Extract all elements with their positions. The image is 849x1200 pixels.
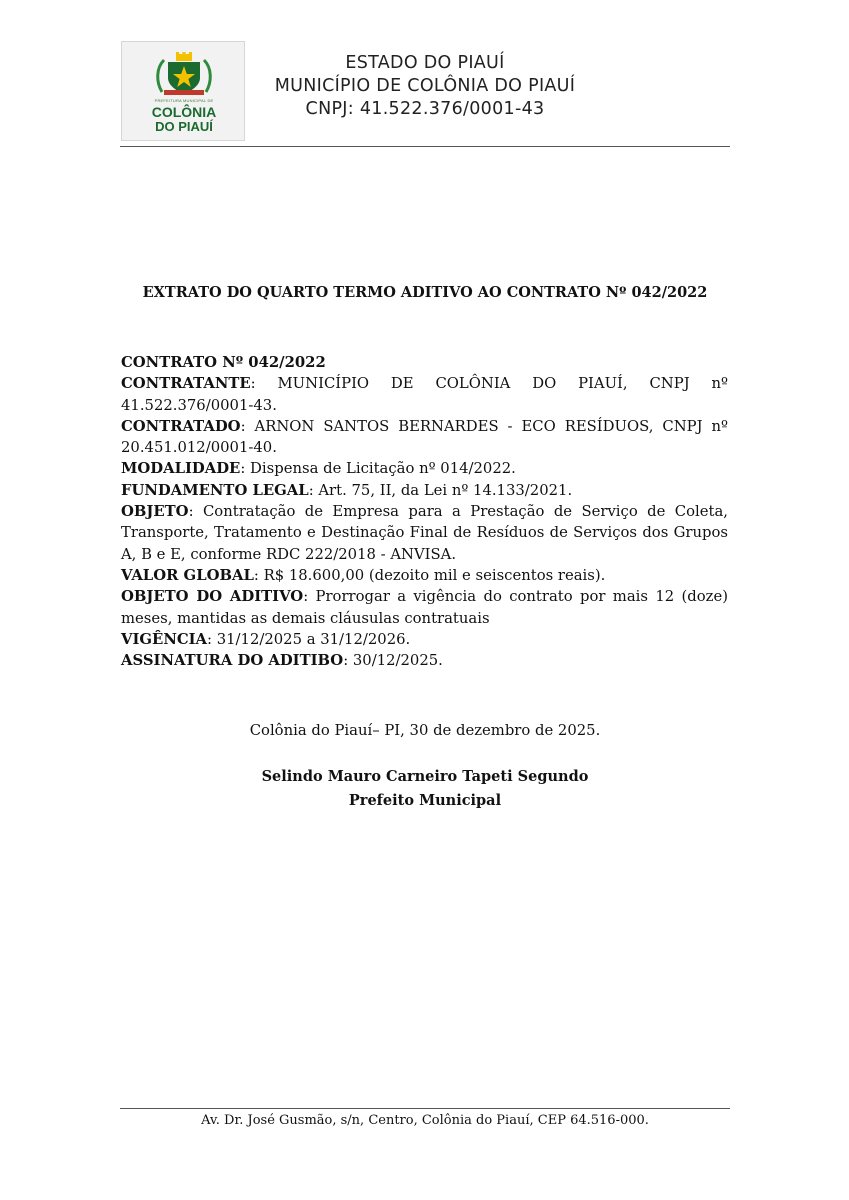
header-divider [120, 146, 730, 147]
header-municipality: MUNICÍPIO DE COLÔNIA DO PIAUÍ [274, 76, 576, 96]
modality-value: : Dispensa de Licitação nº 014/2022. [240, 460, 516, 478]
amendment-object [121, 586, 728, 629]
amendment-object-label: OBJETO DO ADITIVO [121, 588, 304, 606]
contracting-party [121, 373, 728, 416]
coat-of-arms-icon [152, 52, 216, 96]
contracted-party [121, 416, 728, 459]
municipal-logo [121, 41, 245, 141]
contracted-party-label: CONTRATADO [121, 417, 241, 435]
object-label: OBJETO [121, 503, 189, 521]
object [121, 501, 728, 565]
contracting-party-value: : MUNICÍPIO DE COLÔNIA DO PIAUÍ, CNPJ nº 41.522.376/0001-43. [121, 375, 728, 414]
footer-address: Av. Dr. José Gusmão, s/n, Centro, Colônia do Piauí, CEP 64.516-000. [201, 1113, 649, 1128]
global-value-label: VALOR GLOBAL [121, 566, 254, 584]
contract-number-label: CONTRATO Nº 042/2022 [121, 354, 326, 371]
document-title: EXTRATO DO QUARTO TERMO ADITIVO AO CONTRATO Nº 042/2022 [142, 284, 708, 301]
signature-date-label: ASSINATURA DO ADITIBO [121, 652, 344, 670]
signature-date-value: : 30/12/2025. [343, 652, 443, 670]
contracting-party-label: CONTRATANTE [121, 375, 251, 393]
validity-label: VIGÊNCIA [121, 630, 208, 648]
contract-details [121, 352, 728, 671]
signatory-role: Prefeito Municipal [348, 792, 502, 809]
header-state: ESTADO DO PIAUÍ [345, 53, 505, 73]
contracted-party-value: : ARNON SANTOS BERNARDES - ECO RESÍDUOS, CNPJ nº 20.451.012/0001-40. [121, 417, 728, 457]
legal-basis-value: : Art. 75, II, da Lei nº 14.133/2021. [308, 481, 573, 499]
signatory-name: Selindo Mauro Carneiro Tapeti Segundo [261, 768, 589, 785]
object-value: : Contratação de Empresa para a Prestação de Serviço de Coleta, Transporte, Tratamento e Destinação Final de Resíduos de Serviços dos Grupos A, B e E, conforme RDC 222/2018 - ANVISA. [121, 503, 728, 563]
global-value [121, 565, 728, 586]
legal-basis [121, 480, 728, 501]
logo-wordmark-line1: COLÔNIA [151, 104, 217, 120]
place-and-date: Colônia do Piauí– PI, 30 de dezembro de 2025. [249, 722, 601, 739]
logo-wordmark-line2: DO PIAUÍ [155, 119, 213, 134]
modality-label: MODALIDADE [121, 460, 241, 478]
letterhead [262, 52, 588, 121]
contract-number [121, 352, 728, 373]
validity-value: : 31/12/2025 a 31/12/2026. [207, 630, 411, 648]
global-value-value: : R$ 18.600,00 (dezoito mil e seiscentos reais). [253, 566, 606, 584]
modality [121, 458, 728, 479]
amendment-object-value: : Prorrogar a vigência do contrato por mais 12 (doze) meses, mantidas as demais cláusulas contratuais [121, 588, 728, 627]
header-cnpj: CNPJ: 41.522.376/0001-43 [305, 99, 545, 119]
legal-basis-label: FUNDAMENTO LEGAL [121, 481, 309, 499]
validity [121, 629, 728, 650]
footer-divider [120, 1108, 730, 1109]
signature-date [121, 650, 728, 671]
logo-tagline: PREFEITURA MUNICIPAL DE [154, 98, 214, 103]
